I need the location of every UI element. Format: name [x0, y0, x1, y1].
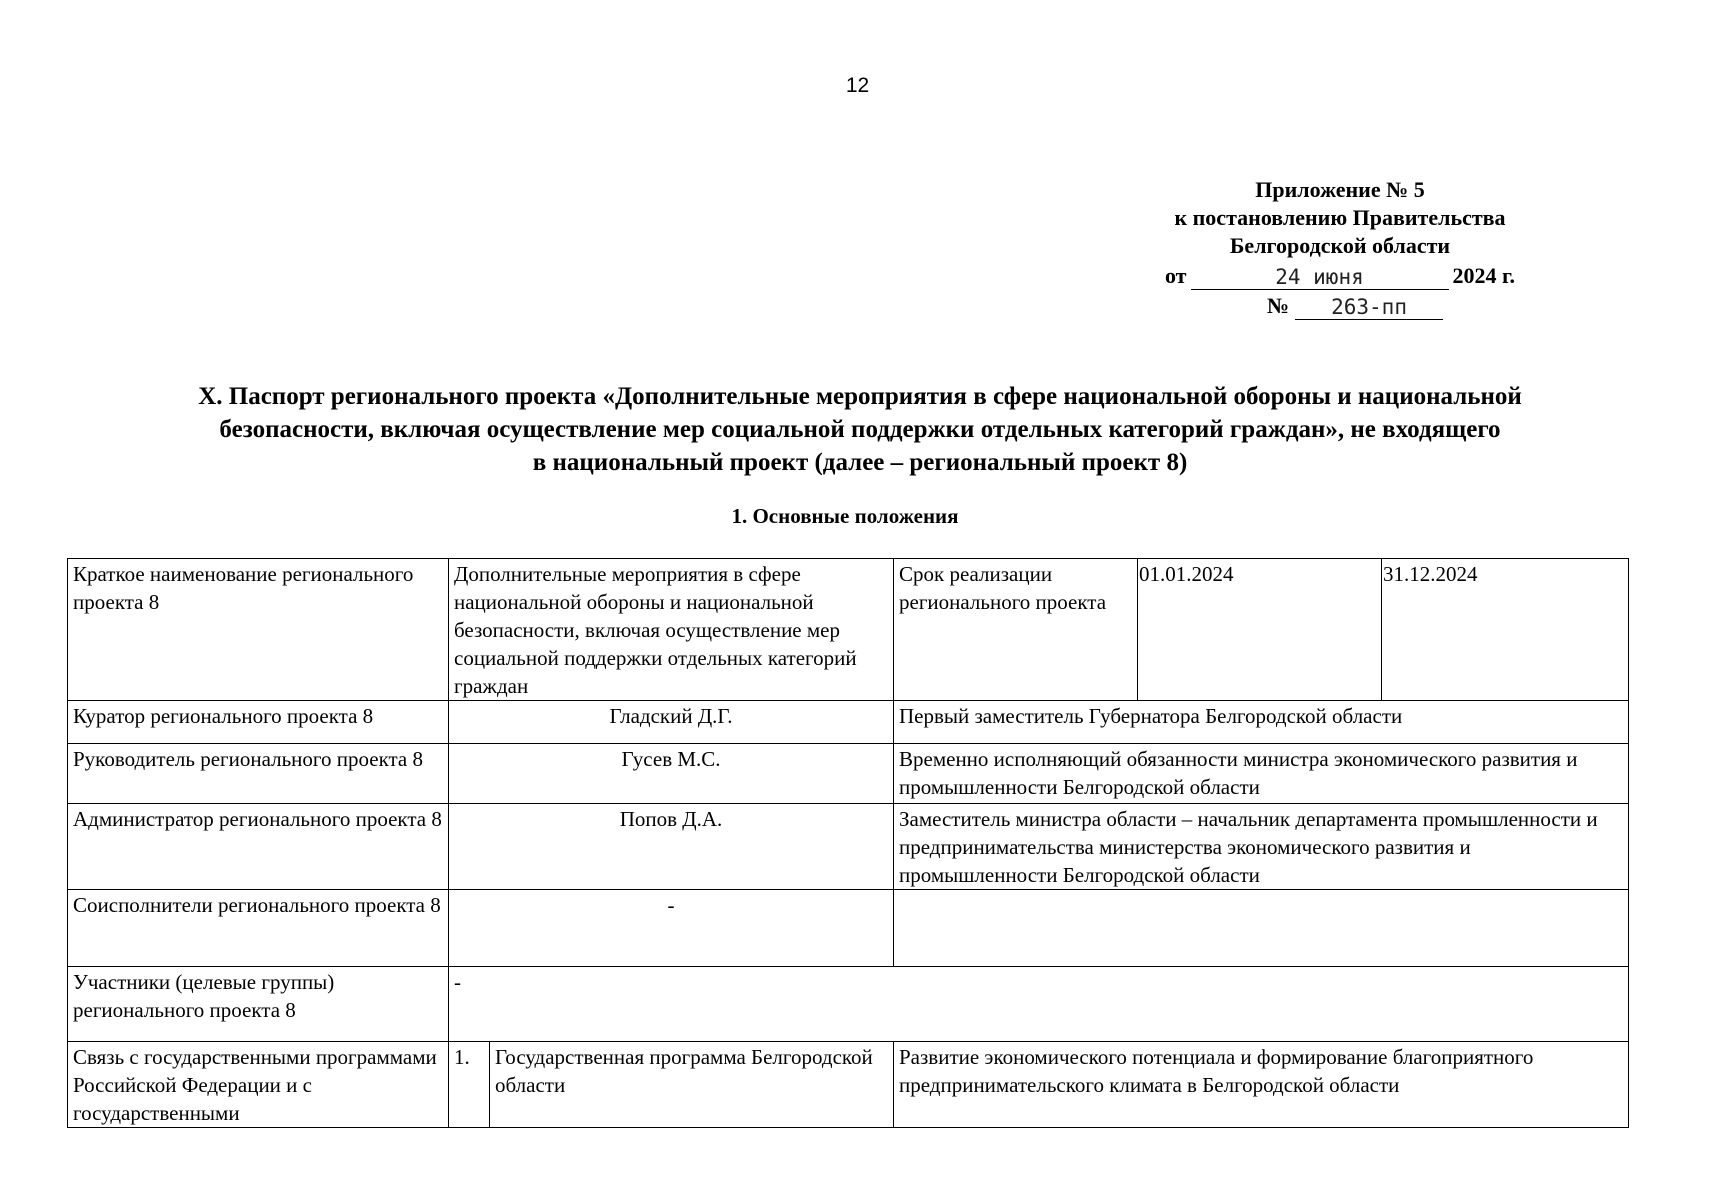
section-title-line-3: в национальный проект (далее – региональный проект 8) — [532, 449, 1188, 476]
head-position: Временно исполняющий обязанности министра экономического развития и промышленности Белгородской области — [894, 744, 1629, 804]
table-row — [68, 744, 1629, 804]
program-type: Государственная программа Белгородской области — [490, 1042, 894, 1128]
programs-label: Связь с государственными программами Российской Федерации и с государственными — [68, 1042, 449, 1128]
coexecutors-person: - — [449, 890, 894, 967]
curator-person: Гладский Д.Г. — [449, 701, 894, 744]
admin-label: Администратор регионального проекта 8 — [68, 804, 449, 890]
curator-position: Первый заместитель Губернатора Белгородской области — [894, 701, 1629, 744]
section-title — [90, 380, 1630, 479]
appendix-region: Белгородской области — [1229, 233, 1451, 258]
table-row — [68, 559, 1629, 701]
start-date: 01.01.2024 — [1138, 559, 1382, 701]
table-row — [68, 890, 1629, 967]
page-number: 12 — [845, 74, 870, 97]
program-name: Развитие экономического потенциала и формирование благоприятного предпринимательского климата в Белгородской области — [894, 1042, 1629, 1128]
program-index: 1. — [449, 1042, 490, 1128]
date-prefix: от — [1164, 263, 1187, 288]
short-name-label: Краткое наименование регионального проекта 8 — [68, 559, 449, 701]
section-title-line-2: безопасности, включая осуществление мер социальной поддержки отдельных категорий граждан», не входящего — [219, 416, 1501, 443]
appendix-header — [1150, 176, 1530, 320]
admin-person: Попов Д.А. — [449, 804, 894, 890]
table-row — [68, 967, 1629, 1042]
participants-label: Участники (целевые группы) регионального проекта 8 — [68, 967, 449, 1042]
coexecutors-label: Соисполнители регионального проекта 8 — [68, 890, 449, 967]
appendix-number-line — [1150, 292, 1530, 320]
curator-label: Куратор регионального проекта 8 — [68, 701, 449, 744]
appendix-date-line — [1150, 262, 1530, 290]
date-suffix: 2024 г. — [1452, 263, 1516, 288]
number-prefix: № — [1266, 293, 1290, 318]
subsection-title: 1. Основные положения — [731, 504, 959, 528]
admin-position: Заместитель министра области – начальник департамента промышленности и предпринимательства министерства экономического развития и промышленности Белгородской области — [894, 804, 1629, 890]
appendix-title: Приложение № 5 — [1255, 177, 1425, 202]
passport-table — [67, 558, 1629, 1128]
end-date: 31.12.2024 — [1382, 559, 1629, 701]
table-row — [68, 701, 1629, 744]
coexecutors-position — [894, 890, 1629, 967]
short-name-value: Дополнительные мероприятия в сфере национальной обороны и национальной безопасности, включая осуществление мер социальной поддержки отдельных категорий граждан — [449, 559, 894, 701]
section-title-line-1: X. Паспорт регионального проекта «Дополнительные мероприятия в сфере национальной обороны и национальной — [198, 383, 1522, 410]
head-person: Гусев М.С. — [449, 744, 894, 804]
term-label: Срок реализации регионального проекта — [894, 559, 1138, 701]
number-value: 263-пп — [1295, 295, 1443, 320]
table-row — [68, 804, 1629, 890]
participants-value: - — [449, 967, 1629, 1042]
table-row — [68, 1042, 1629, 1128]
head-label: Руководитель регионального проекта 8 — [68, 744, 449, 804]
date-value: 24 июня — [1191, 265, 1449, 290]
appendix-resolution: к постановлению Правительства — [1174, 205, 1506, 230]
